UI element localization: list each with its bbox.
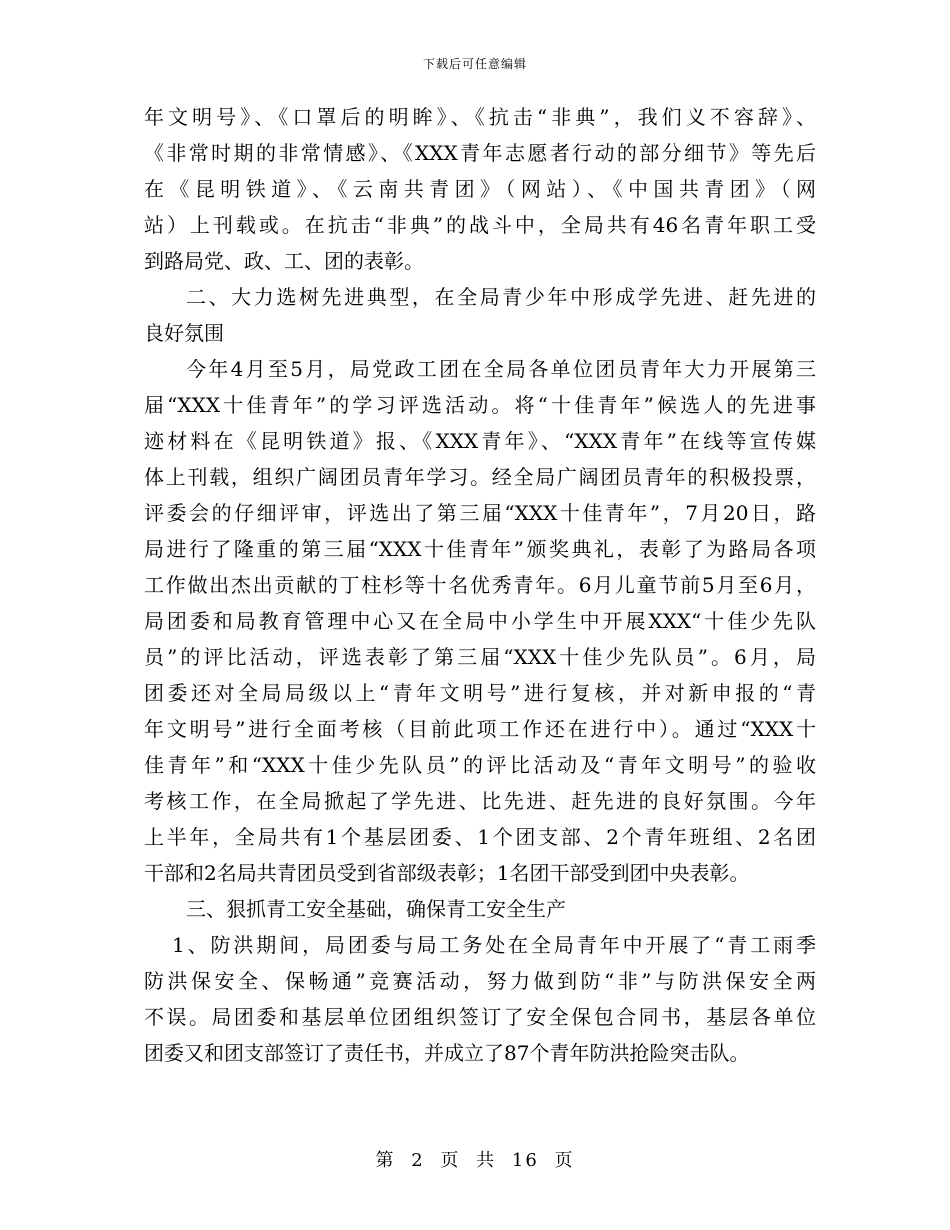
footer-prefix: 第 [375,1150,396,1171]
footer-suffix: 页 [554,1150,575,1171]
text-line: 评委会的仔细评审，评选出了第三届“XXX十佳青年”，7月20日，路 [144,501,816,525]
text-line: 员”的评比活动，评选表彰了第三届“XXX十佳少先队员”。6月，局 [144,645,816,669]
section-heading-2: 二、大力选树先进典型，在全局青少年中形成学先进、赶先进的 [186,285,816,309]
text-line: 上半年，全局共有1个基层团委、1个团支部、2个青年班组、2名团 [144,825,816,849]
text-line: 团委又和团支部签订了责任书，并成立了87个青年防洪抢险突击队。 [144,1041,750,1065]
text-line: 到路局党、政、工、团的表彰。 [144,249,424,273]
text-line: 在《昆明铁道》、《云南共青团》（网站）、《中国共青团》（网 [144,177,816,201]
footer-total-prefix: 共 [476,1150,497,1171]
footer-mid: 页 [440,1150,461,1171]
text-line: 不误。局团委和基层单位团组织签订了安全保包合同书，基层各单位 [144,1005,816,1029]
section-heading-2-cont: 良好氛围 [144,321,224,345]
page-footer [0,1146,950,1172]
text-line: 团委还对全局局级以上“青年文明号”进行复核，并对新申报的“青 [144,681,816,705]
text-line: 局团委和局教育管理中心又在全局中小学生中开展XXX“十佳少先队 [144,609,816,633]
total-page-number: 16 [511,1150,539,1171]
text-line: 1、防洪期间，局团委与局工务处在全局青年中开展了“青工雨季 [172,933,816,957]
text-line: 迹材料在《昆明铁道》报、《XXX青年》、“XXX青年”在线等宣传媒 [144,429,816,453]
text-line: 局进行了隆重的第三届“XXX十佳青年”颁奖典礼，表彰了为路局各项 [144,537,816,561]
current-page-number: 2 [411,1150,425,1171]
page-header-note: 下载后可任意编辑 [422,57,527,71]
text-line: 《非常时期的非常情感》、《XXX青年志愿者行动的部分细节》等先后 [144,141,816,165]
text-line: 站）上刊载或。在抗击“非典”的战斗中，全局共有46名青年职工受 [144,213,816,237]
text-line: 今年4月至5月，局党政工团在全局各单位团员青年大力开展第三 [186,357,816,381]
text-line: 体上刊载，组织广阔团员青年学习。经全局广阔团员青年的积极投票， [144,465,816,489]
text-line: 工作做出杰出贡献的丁柱杉等十名优秀青年。6月儿童节前5月至6月， [144,573,816,597]
text-line: 干部和2名局共青团员受到省部级表彰；1名团干部受到团中央表彰。 [144,861,750,885]
text-line: 届“XXX十佳青年”的学习评选活动。将“十佳青年”候选人的先进事 [144,393,816,417]
text-line: 年文明号》、《口罩后的明眸》、《抗击“非典”，我们义不容辞》、 [144,105,816,129]
text-line: 考核工作，在全局掀起了学先进、比先进、赶先进的良好氛围。今年 [144,789,816,813]
document-body [144,99,816,1071]
text-line: 年文明号”进行全面考核（目前此项工作还在进行中）。通过“XXX十 [144,717,816,741]
section-heading-3: 三、狠抓青工安全基础，确保青工安全生产 [186,897,566,921]
text-line: 防洪保安全、保畅通”竞赛活动，努力做到防“非”与防洪保安全两 [144,969,816,993]
text-line: 佳青年”和“XXX十佳少先队员”的评比活动及“青年文明号”的验收 [144,753,816,777]
